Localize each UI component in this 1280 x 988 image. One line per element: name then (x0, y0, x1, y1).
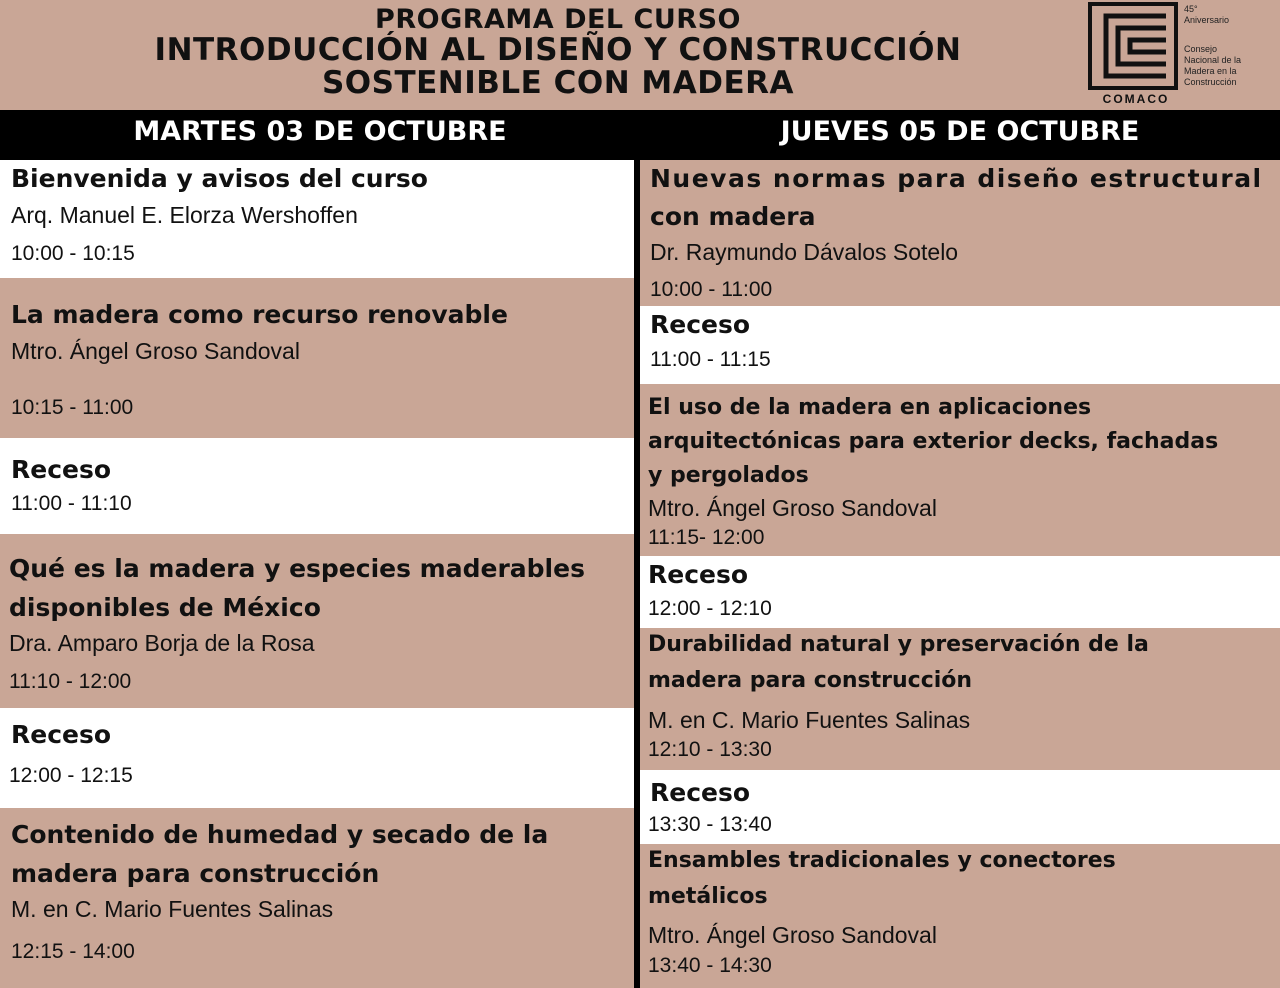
break-block (0, 438, 634, 534)
comaco-logo-icon (1088, 2, 1180, 92)
title-line-1: PROGRAMA DEL CURSO (375, 4, 741, 35)
header (0, 0, 1280, 110)
session-title: madera para construcción (648, 668, 973, 693)
session-time: 12:15 - 14:00 (11, 940, 135, 963)
title-line-2: INTRODUCCIÓN AL DISEÑO Y CONSTRUCCIÓN (154, 32, 962, 68)
break-title: Receso (650, 778, 751, 807)
day-header-thursday: JUEVES 05 DE OCTUBRE (640, 110, 1280, 160)
break-time: 12:00 - 12:15 (9, 764, 133, 787)
logo-anniversary: 45° Aniversario (1184, 4, 1230, 25)
session-speaker: Dra. Amparo Borja de la Rosa (9, 630, 315, 656)
comaco-logo (1088, 2, 1278, 108)
session-time: 10:00 - 10:15 (11, 242, 135, 265)
session-title: con madera (650, 202, 816, 231)
logo-organization (1184, 44, 1266, 88)
logo-org-line: Madera en la (1184, 66, 1237, 76)
session-speaker: Dr. Raymundo Dávalos Sotelo (650, 239, 959, 265)
break-block (640, 556, 1280, 628)
session-time: 13:40 - 14:30 (648, 954, 772, 977)
break-time: 13:30 - 13:40 (648, 813, 772, 836)
session-title: Durabilidad natural y preservación de la (648, 632, 1149, 657)
session-time: 11:10 - 12:00 (9, 670, 132, 693)
session-title: madera para construcción (11, 859, 380, 888)
session-title: arquitectónicas para exterior decks, fachadas (648, 429, 1219, 454)
session-time: 12:10 - 13:30 (648, 738, 772, 761)
logo-name: COMACO (1102, 92, 1170, 106)
session-time: 11:15- 12:00 (648, 526, 765, 549)
session-speaker: M. en C. Mario Fuentes Salinas (648, 707, 971, 733)
break-block (640, 770, 1280, 844)
session-block (640, 160, 1280, 306)
session-block (0, 160, 634, 278)
break-title: Receso (11, 455, 112, 484)
session-title: Nuevas normas para diseño estructural (650, 164, 1263, 193)
session-speaker: Arq. Manuel E. Elorza Wershoffen (11, 202, 358, 228)
logo-org-line: Consejo (1184, 44, 1218, 54)
day-header-tuesday: MARTES 03 DE OCTUBRE (0, 110, 640, 160)
break-time: 12:00 - 12:10 (648, 597, 772, 620)
break-time: 11:00 - 11:10 (11, 492, 132, 515)
session-speaker: M. en C. Mario Fuentes Salinas (11, 896, 334, 922)
session-time: 10:15 - 11:00 (11, 396, 134, 419)
session-title: Contenido de humedad y secado de la (11, 820, 549, 849)
break-title: Receso (650, 310, 751, 339)
logo-org-line: Nacional de la (1184, 55, 1242, 65)
session-block (640, 844, 1280, 988)
break-block (0, 708, 634, 808)
session-speaker: Mtro. Ángel Groso Sandoval (11, 338, 300, 364)
session-title: metálicos (648, 884, 768, 909)
break-time: 11:00 - 11:15 (650, 348, 771, 371)
session-title: disponibles de México (9, 593, 321, 622)
session-block (640, 628, 1280, 770)
break-title: Receso (648, 560, 749, 589)
title-line-3: SOSTENIBLE CON MADERA (321, 65, 795, 101)
session-speaker: Mtro. Ángel Groso Sandoval (648, 495, 937, 521)
logo-org-line: Construcción (1184, 77, 1237, 87)
session-block (0, 534, 634, 708)
session-time: 10:00 - 11:00 (650, 278, 773, 301)
session-title: Bienvenida y avisos del curso (11, 164, 428, 193)
session-block (0, 808, 634, 988)
session-block (640, 384, 1280, 556)
session-title: Qué es la madera y especies maderables (9, 554, 585, 583)
session-title: y pergolados (648, 463, 809, 488)
session-title: La madera como recurso renovable (11, 300, 508, 329)
session-speaker: Mtro. Ángel Groso Sandoval (648, 922, 937, 948)
break-block (640, 306, 1280, 384)
session-block (0, 278, 634, 438)
break-title: Receso (11, 720, 112, 749)
session-title: Ensambles tradicionales y conectores (648, 848, 1116, 873)
session-title: El uso de la madera en aplicaciones (648, 395, 1092, 420)
